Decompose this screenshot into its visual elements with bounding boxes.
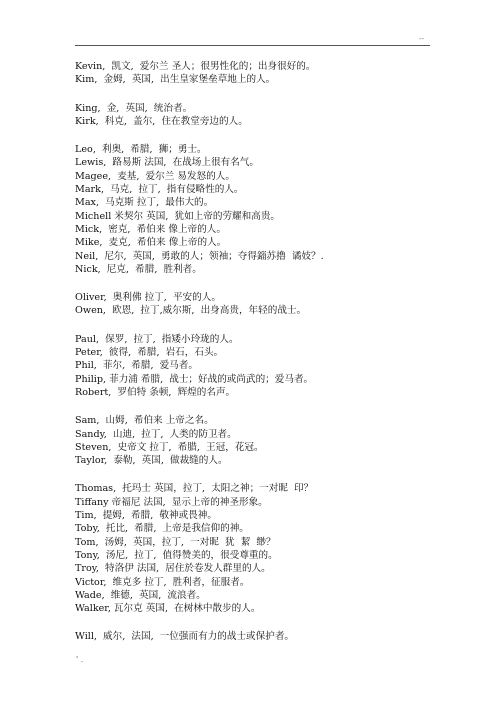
list-item: Walker, 瓦尔克 英国, 在树林中散步的人。 xyxy=(75,603,261,615)
list-item: Tom, 汤姆, 英国，拉丁, 一对昵 犹 絜 缈？ xyxy=(75,536,276,548)
list-item: Mike, 麦克, 希伯来 像上帝的人。 xyxy=(75,237,227,249)
footer-mark: ' . xyxy=(76,655,84,664)
group-k xyxy=(75,60,495,87)
list-item: Leo, 利奥, 希腊, 狮；勇士。 xyxy=(75,144,207,156)
list-item: Robert, 罗伯特 条顿, 辉煌的名声。 xyxy=(75,386,236,398)
list-item: Victor, 维克多 拉丁, 胜利者，征服者。 xyxy=(75,576,250,588)
list-item: Will, 威尔, 法国, 一位强而有力的战士或保护者。 xyxy=(75,631,295,643)
list-item: Wade, 维德, 英国, 流浪者。 xyxy=(75,589,206,601)
list-item: Tony, 汤尼, 拉丁, 值得赞美的，很受尊重的。 xyxy=(75,549,278,561)
list-item: Kirk, 科克, 盖尔, 住在教堂旁边的人。 xyxy=(75,115,248,127)
list-item: Nick, 尼克, 希腊, 胜利者。 xyxy=(75,263,202,275)
list-item: Sam, 山姆, 希伯来 上帝之名。 xyxy=(75,415,214,427)
list-item: Oliver, 奥利佛 拉丁, 平安的人。 xyxy=(75,292,221,304)
group-t-w xyxy=(75,482,495,615)
list-item: Mick, 密克, 希伯来 像上帝的人。 xyxy=(75,223,226,235)
group-will xyxy=(75,630,495,643)
group-l-n xyxy=(75,143,495,276)
list-item: Tim, 提姆, 希腊, 敬神或畏神。 xyxy=(75,510,217,522)
list-item: Phil, 菲尔, 希腊, 爱马者。 xyxy=(75,360,198,372)
list-item: Kevin, 凯文, 爱尔兰 圣人；很男性化的；出身很好的。 xyxy=(75,61,316,72)
list-item: King, 金, 英国, 统治者。 xyxy=(75,102,193,114)
list-item: Tiffany 帝福尼 法国, 显示上帝的神圣形象。 xyxy=(75,496,268,508)
list-item: Michell 米契尔 英国, 犹如上帝的劳耀和高贵。 xyxy=(75,210,281,222)
list-item: Steven, 史帝文 拉丁, 希腊, 王冠，花冠。 xyxy=(75,441,264,453)
list-item: Taylor, 泰勒, 英国, 做裁缝的人。 xyxy=(75,455,228,467)
list-item: Owen, 欧恩, 拉丁,威尔斯, 出身高贵，年轻的战士。 xyxy=(75,305,307,317)
list-item: Thomas, 托玛士 英国，拉丁, 太阳之神；一对昵 印？ xyxy=(75,483,314,495)
group-s xyxy=(75,414,495,467)
list-item: Lewis, 路易斯 法国, 在战场上很有名气。 xyxy=(75,157,259,169)
list-item: Toby, 托比, 希腊, 上帝是我信仰的神。 xyxy=(75,523,249,535)
list-item: Kim, 金姆, 英国, 出生皇家堡垒草地上的人。 xyxy=(75,74,276,86)
list-item: Troy, 特洛伊 法国, 居住於卷发人群里的人。 xyxy=(75,563,271,575)
group-ki xyxy=(75,102,495,129)
header-rule xyxy=(75,45,430,46)
list-item: Paul, 保罗, 拉丁, 指矮小玲珑的人。 xyxy=(75,333,239,345)
list-item: Sandy, 山迪, 拉丁, 人类的防卫者。 xyxy=(75,428,237,440)
list-item: Peter, 彼得, 希腊, 岩石，石头。 xyxy=(75,347,224,359)
header-mark: -- xyxy=(419,35,425,43)
list-item: Neil, 尼尔, 英国, 勇敢的人；领袖；夺得錙苏擼 谲妓？. xyxy=(75,250,324,262)
list-item: Philip, 菲力浦 希腊, 战士；好战的或尚武的；爱马者。 xyxy=(75,373,314,385)
name-list xyxy=(75,60,495,659)
group-p-r xyxy=(75,333,495,399)
group-o xyxy=(75,291,495,318)
list-item: Mark, 马克, 拉丁, 指有侵略性的人。 xyxy=(75,184,244,196)
list-item: Magee, 麦基, 爱尔兰 易发怒的人。 xyxy=(75,170,235,182)
list-item: Max, 马克斯 拉丁, 最伟大的。 xyxy=(75,197,214,209)
